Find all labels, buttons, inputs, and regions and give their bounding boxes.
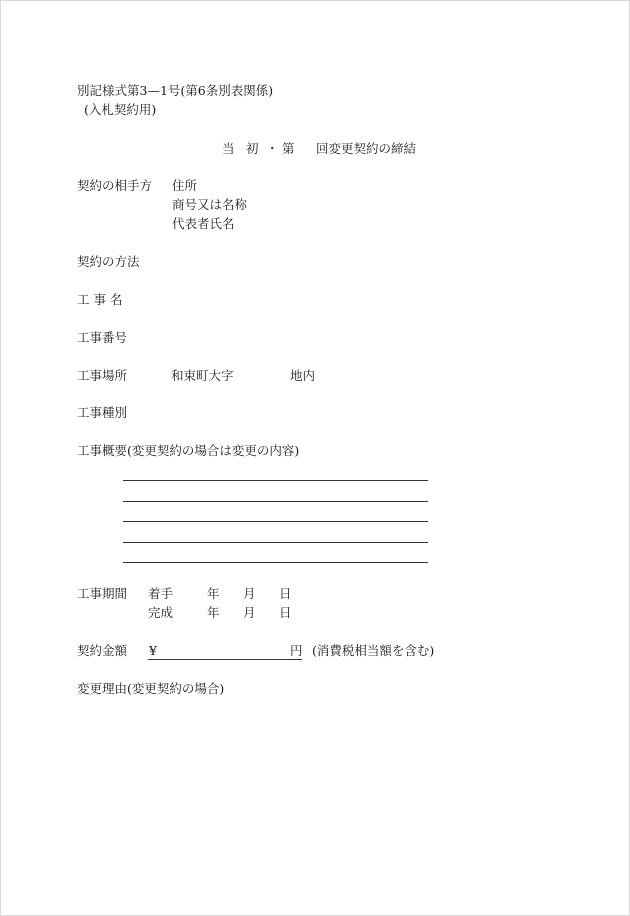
location-town: 和束町大字 — [171, 368, 234, 383]
period-start-year: 年 — [207, 586, 220, 601]
party-label: 契約の相手方 — [77, 178, 153, 193]
overview-line-4 — [123, 542, 428, 543]
work-number-label: 工事番号 — [77, 330, 128, 345]
party-address-label: 住所 — [172, 178, 198, 193]
overview-label: 工事概要(変更契約の場合は変更の内容) — [77, 443, 300, 458]
location-label: 工事場所 — [77, 368, 128, 383]
party-representative-label: 代表者氏名 — [172, 216, 235, 231]
overview-line-2 — [123, 501, 428, 502]
party-company-label: 商号又は名称 — [172, 197, 248, 212]
overview-line-5 — [123, 562, 428, 563]
location-suffix: 地内 — [290, 368, 316, 383]
period-start-month: 月 — [243, 586, 256, 601]
overview-line-3 — [123, 521, 428, 522]
amount-unit: 円 — [290, 643, 303, 658]
period-end-year: 年 — [207, 605, 220, 620]
title-part-1: 当 — [222, 141, 235, 156]
reason-label: 変更理由(変更契約の場合) — [77, 681, 225, 696]
period-end-month: 月 — [243, 605, 256, 620]
period-end-label: 完成 — [148, 605, 174, 620]
title-part-2: 初 — [246, 141, 259, 156]
title-part-4: 回変更契約の締結 — [316, 141, 417, 156]
work-name-label: 工 事 名 — [77, 292, 123, 307]
title-part-3: 第 — [282, 141, 295, 156]
form-reference: 別記様式第3—1号(第6条別表関係) — [77, 83, 274, 98]
amount-underline — [148, 659, 302, 660]
amount-label: 契約金額 — [77, 643, 128, 658]
title-dot: ・ — [266, 141, 279, 156]
period-start-day: 日 — [279, 586, 292, 601]
amount-tax-note: (消費税相当額を含む) — [312, 643, 435, 658]
form-usage: (入札契約用) — [84, 102, 157, 117]
work-type-label: 工事種別 — [77, 405, 128, 420]
overview-line-1 — [123, 480, 428, 481]
period-end-day: 日 — [279, 605, 292, 620]
period-start-label: 着手 — [148, 586, 174, 601]
method-label: 契約の方法 — [77, 254, 140, 269]
amount-yen-sign: ¥ — [149, 643, 157, 658]
period-label: 工事期間 — [77, 586, 128, 601]
